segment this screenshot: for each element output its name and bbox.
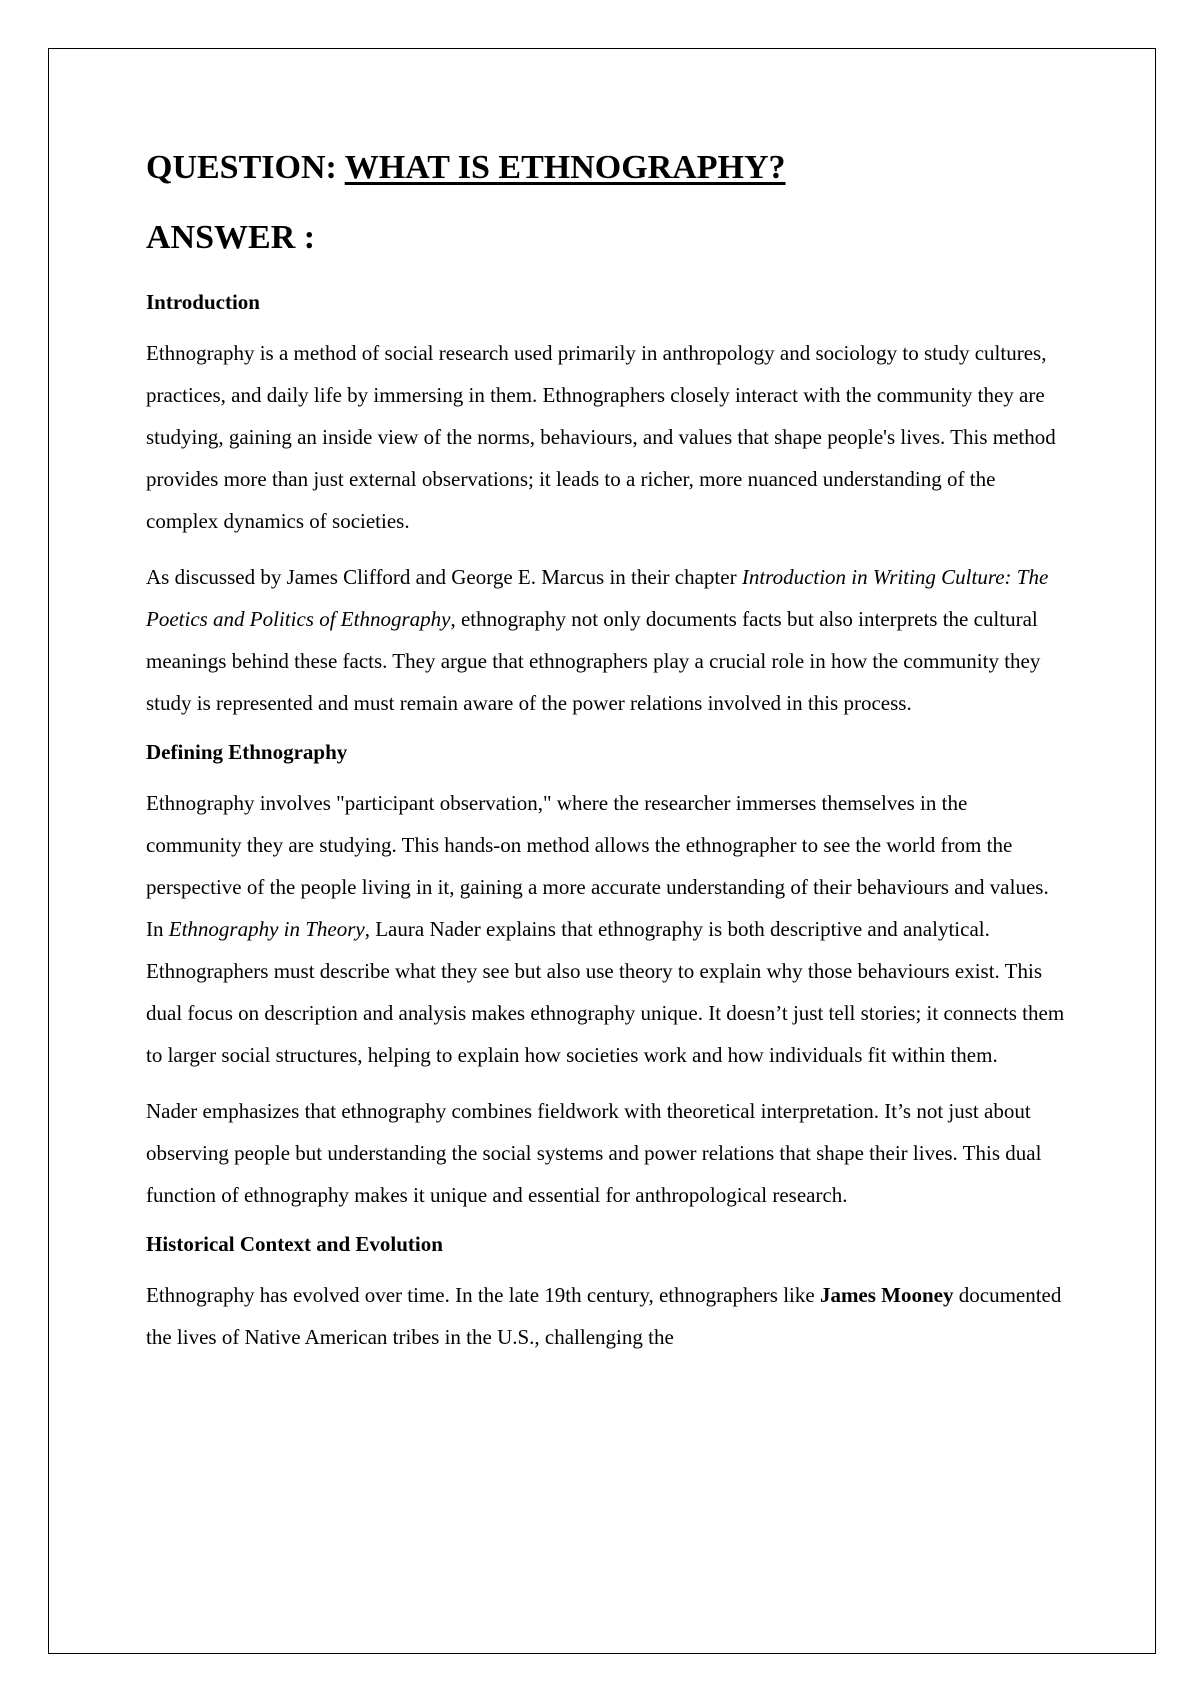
question-text: WHAT IS ETHNOGRAPHY?	[344, 149, 786, 186]
question-title	[146, 140, 1066, 196]
paragraph-text: As discussed by James Clifford and George E. Marcus in their chapter	[146, 565, 742, 589]
paragraph-text: Ethnography has evolved over time. In the late 19th century, ethnographers like	[146, 1283, 820, 1307]
question-label: QUESTION:	[146, 149, 345, 186]
section-heading-defining: Defining Ethnography	[146, 740, 348, 764]
paragraph-text: documented the lives of Native American tribes in the U.S., challenging the	[146, 1283, 1062, 1349]
person-name: James Mooney	[819, 1283, 954, 1307]
document-body	[146, 140, 1066, 1358]
paragraph-defining-2: Nader emphasizes that ethnography combines fieldwork with theoretical interpretation. It’s not just about observing people but understanding the social systems and power relations that shape their lives. This dual function of ethnography makes it unique and essential for anthropological research.	[146, 1099, 1042, 1207]
cited-work-title: Ethnography in Theory	[168, 917, 365, 941]
paragraph-text: , ethnography not only documents facts but also interprets the cultural meanings behind these facts. They argue that ethnographers play a crucial role in how the community they study is represented and must remain aware of the power relations involved in this process.	[146, 607, 1041, 715]
paragraph-text: Ethnography involves "participant observation," where the researcher immerses themselves in the community they are studying. This hands-on method allows the ethnographer to see the world from the perspective of the people living in it, gaining a more accurate understanding of their behaviours and values. In	[146, 791, 1049, 941]
paragraph-history-1	[146, 1274, 1066, 1358]
cited-work-title: Introduction in Writing Culture: The Poetics and Politics of Ethnography	[146, 565, 1049, 631]
paragraph-defining-1	[146, 782, 1066, 1076]
paragraph-intro-1: Ethnography is a method of social research used primarily in anthropology and sociology to study cultures, practices, and daily life by immersing in them. Ethnographers closely interact with the community they are studying, gaining an inside view of the norms, behaviours, and values that shape people's lives. This method provides more than just external observations; it leads to a richer, more nuanced understanding of the complex dynamics of societies.	[146, 341, 1056, 533]
section-heading-history: Historical Context and Evolution	[146, 1232, 443, 1256]
section-heading-introduction: Introduction	[146, 290, 260, 314]
answer-label: ANSWER :	[146, 219, 316, 256]
paragraph-intro-2	[146, 556, 1066, 724]
paragraph-text: , Laura Nader explains that ethnography is both descriptive and analytical. Ethnographers must describe what they see but also use theory to explain why those behaviours exist. This dual focus on description and analysis makes ethnography unique. It doesn’t just tell stories; it connects them to larger social structures, helping to explain how societies work and how individuals fit within them.	[146, 917, 1065, 1067]
